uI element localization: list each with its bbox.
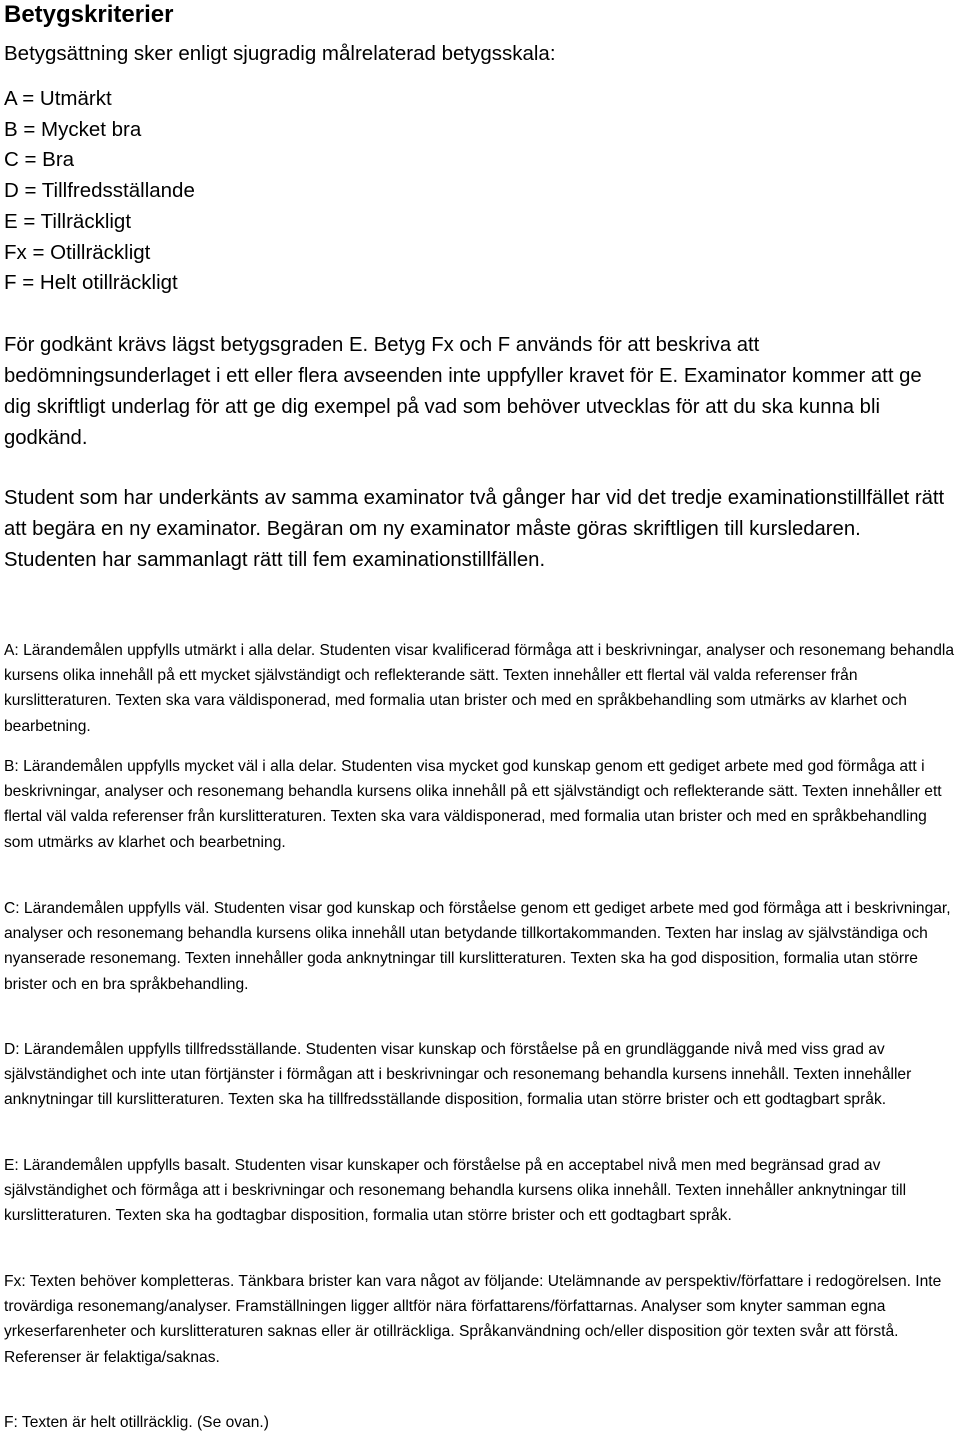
criteria-a — [4, 638, 959, 739]
criteria-fx-key: Fx — [4, 1273, 22, 1290]
criteria-f-text: Texten är helt otillräcklig. (Se ovan.) — [17, 1414, 269, 1431]
pass-requirement-paragraph: För godkänt krävs lägst betygsgraden E. Betyg Fx och F används för att beskriva att bedömningsunderlaget i ett eller flera avseenden inte uppfyller kravet för E. Examinator kommer att ge dig skriftligt underlag för att ge dig exempel på vad som behöver utvecklas för att du ska kunna bli godkänd. — [4, 334, 922, 449]
criteria-b-key: B: — [4, 758, 19, 775]
criteria-c — [4, 896, 959, 997]
grade-item-b: B = Mycket bra — [4, 117, 142, 141]
criteria-f-key: F: — [4, 1414, 18, 1431]
criteria-c-text: Lärandemålen uppfylls väl. Studenten visar god kunskap och förståelse genom ett gediget arbete med god förmåga att i beskrivningar, analyser och resonemang behandla kursens olika innehåll utan betydande tillkortakommanden. Texten har inslag av självständiga och nyanserade resonemang. Texten innehåller goda anknytningar till kurslitteraturen. Texten ska ha god disposition, formalia utan större brister och en bra språkbehandling. — [4, 900, 951, 993]
grade-scale-list — [4, 84, 195, 299]
criteria-d-key: D: — [4, 1041, 20, 1058]
page-title: Betygskriterier — [4, 1, 174, 28]
grade-item-fx: Fx = Otillräckligt — [4, 240, 151, 264]
grade-item-f: F = Helt otillräckligt — [4, 271, 178, 295]
criteria-fx — [4, 1269, 959, 1370]
criteria-fx-text: : Texten behöver kompletteras. Tänkbara brister kan vara något av följande: Utelämnande av perspektiv/författare i redogörelsen. Inte trovärdiga resonemang/analyser. Framställningen ligger alltför nära författarens/författarnas. Analyser som knyter samman egna yrkeserfarenheter och kurslitteraturen saknas eller är otillräckliga. Språkanvändning och/eller disposition gör texten svår att förstå. Referenser är felaktiga/saknas. — [4, 1273, 942, 1366]
grade-item-e: E = Tillräckligt — [4, 209, 132, 233]
grade-item-d: D = Tillfredsställande — [4, 179, 195, 203]
criteria-d — [4, 1037, 959, 1113]
grade-item-a: A = Utmärkt — [4, 87, 112, 110]
criteria-b — [4, 754, 959, 855]
criteria-e-text: Lärandemålen uppfylls basalt. Studenten visar kunskaper och förståelse på en acceptabel nivå men med begränsad grad av självständighet och förmåga att i beskrivningar och resonemang behandla kursens olika innehåll. Texten innehåller anknytningar till kurslitteraturen. Texten ska ha godtagbar disposition, formalia utan större brister och ett godtagbart språk. — [4, 1157, 907, 1225]
criteria-a-key: A: — [4, 642, 19, 659]
criteria-c-key: C: — [4, 900, 20, 917]
new-examiner-paragraph: Student som har underkänts av samma examinator två gånger har vid det tredje examinationstillfället rätt att begära en ny examinator. Begäran om ny examinator måste göras skriftligen till kursledaren. Studenten har sammanlagt rätt till fem examinationstillfällen. — [4, 487, 945, 571]
intro-text: Betygsättning sker enligt sjugradig målrelaterad betygsskala: — [4, 42, 556, 65]
criteria-d-text: Lärandemålen uppfylls tillfredsställande. Studenten visar kunskap och förståelse på en grundläggande nivå med viss grad av självständighet och inte utan förtjänster i förmågan att i beskrivningar och resonemang behandla kursens innehåll. Texten innehåller anknytningar till kurslitteraturen. Texten ska ha tillfredsställande disposition, formalia utan större brister och ett godtagbart språk. — [4, 1041, 912, 1109]
criteria-e-key: E: — [4, 1157, 19, 1174]
criteria-b-text: Lärandemålen uppfylls mycket väl i alla delar. Studenten visa mycket god kunskap genom ett gediget arbete med god förmåga att i beskrivningar, analyser och resonemang behandla kursens olika innehåll på ett självständigt och reflekterande sätt. Texten innehåller ett flertal väl valda referenser från kurslitteraturen. Texten ska vara väldisponerad, med formalia utan brister och med en språkbehandling som utmärks av klarhet och bearbetning. — [4, 758, 942, 851]
criteria-f — [4, 1410, 959, 1435]
grade-item-c: C = Bra — [4, 148, 75, 172]
criteria-e — [4, 1153, 959, 1229]
criteria-a-text: Lärandemålen uppfylls utmärkt i alla delar. Studenten visar kvalificerad förmåga att i beskrivningar, analyser och resonemang behandla kursens olika innehåll på ett mycket självständigt och reflekterande sätt. Texten innehåller ett flertal väl valda referenser från kurslitteraturen. Texten ska vara väldisponerad, med formalia utan brister och med en språkbehandling som utmärks av klarhet och bearbetning. — [4, 642, 955, 735]
